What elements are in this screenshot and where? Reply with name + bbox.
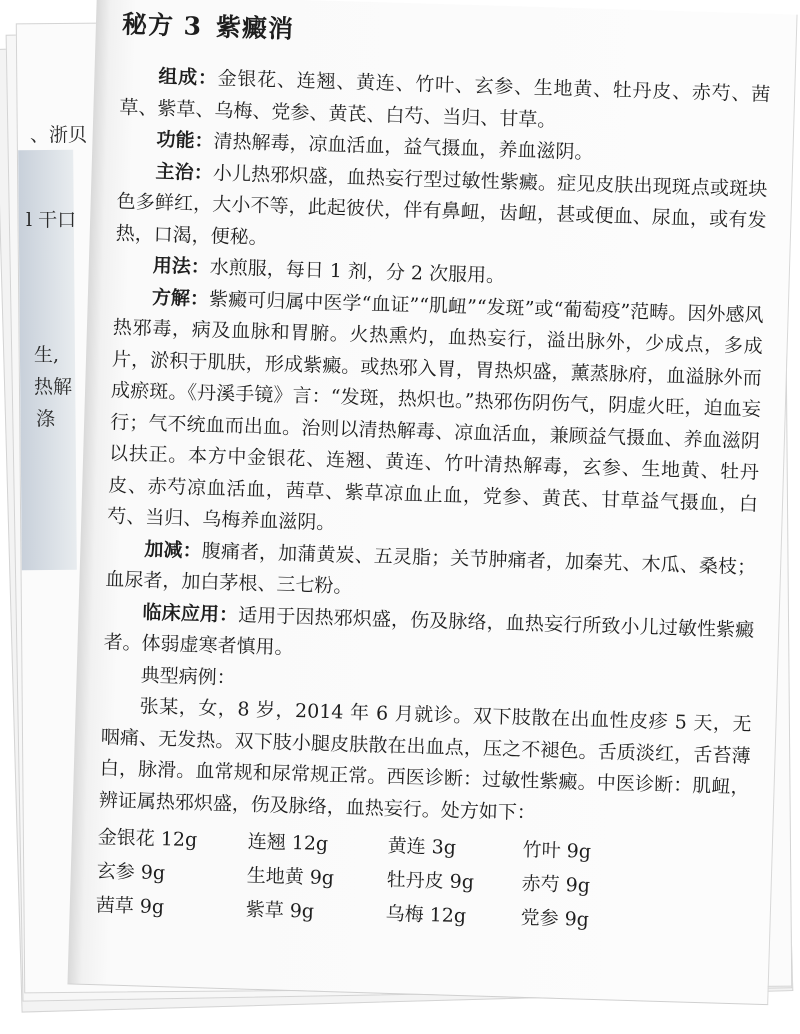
adjacent-page-text: 热解 <box>34 376 73 398</box>
prescription-item: 牡丹皮 9g <box>386 868 475 894</box>
prescription-item: 乌梅 12g <box>385 902 467 928</box>
recipe-number: 秘方 3 <box>121 9 203 41</box>
prescription-item: 连翘 12g <box>247 830 329 856</box>
prescription-list <box>95 816 748 955</box>
usage-label: 用法： <box>152 254 211 279</box>
composition-label: 组成： <box>158 65 219 90</box>
adjacent-page-text: l 干口 <box>26 209 77 231</box>
prescription-item: 茜草 9g <box>95 894 165 919</box>
prescription-item: 紫草 9g <box>245 898 315 923</box>
modification-text: 腹痛者，加蒲黄炭、五灵脂；关节肿痛者，加秦艽、木瓜、桑枝；血尿者，加白茅根、三七粉。 <box>105 539 757 598</box>
function-label: 功能： <box>156 128 214 153</box>
prescription-item: 黄连 3g <box>387 834 457 859</box>
indication-label: 主治： <box>155 160 214 184</box>
usage-text: 水煎服，每日 1 剂，分 2 次服用。 <box>209 256 506 288</box>
clinical-text: 适用于因热邪炽盛，伤及脉络，血热妄行所致小儿过敏性紫癜者。体弱虚寒者慎用。 <box>103 603 755 659</box>
composition-text: 金银花、连翘、黄连、竹叶、玄参、生地黄、牡丹皮、赤芍、茜草、紫草、乌梅、党参、黄芪、白芍、当归、甘草。 <box>119 67 771 132</box>
recipe-title <box>121 5 772 60</box>
case-heading: 典型病例： <box>140 663 236 689</box>
prescription-item: 金银花 12g <box>97 826 198 852</box>
prescription-item: 玄参 9g <box>96 860 166 885</box>
adjacent-page-text: 、浙贝 <box>30 124 88 146</box>
prescription-item: 生地黄 9g <box>246 864 335 890</box>
analysis-paragraph <box>107 281 764 552</box>
adjacent-page-text: 涤 <box>36 408 56 430</box>
prescription-item: 竹叶 9g <box>522 838 592 863</box>
function-text: 清热解毒，凉血活血，益气摄血，养血滋阴。 <box>213 130 594 164</box>
adjacent-page-text: 生, <box>34 344 60 366</box>
modification-label: 加减： <box>144 537 203 562</box>
page-content <box>95 5 772 956</box>
recipe-name: 紫癜消 <box>215 12 295 44</box>
analysis-text: 紫癜可归属中医学“血证”“肌衄”“发斑”或“葡萄疫”范畴。因外感风热邪毒，病及血脉和胃腑。火热熏灼，血热妄行，溢出脉外，少成点，多成片，淤积于肌肤，形成紫癜。或热邪入胃，胃热炽盛，薰蒸脉府，血溢脉外而成瘀斑。《丹溪手镜》言：“发斑，热炽也。”热邪伤阴伤气，阴虚火旺，迫血妄行；气不统血而出血。治则以清热解毒、凉血活血，兼顾益气摄血、养血滋阴以扶正。本方中金银花、连翘、黄连、竹叶清热解毒，玄参、生地黄、牡丹皮、赤芍凉血活血，茜草、紫草凉血止血，党参、黄芪、甘草益气摄血，白芍、当归、乌梅养血滋阴。 <box>107 287 764 535</box>
book-page <box>67 0 797 1005</box>
prescription-item: 赤芍 9g <box>521 872 591 897</box>
clinical-label: 临床应用： <box>142 600 239 626</box>
analysis-label: 方解： <box>151 286 210 310</box>
prescription-item: 党参 9g <box>520 906 590 931</box>
indication-text: 小儿热邪炽盛，血热妄行型过敏性紫癜。症见皮肤出现斑点或斑块色多鲜红，大小不等，此起彼伏，伴有鼻衄，齿衄，甚或便血、尿血，或有发热，口渴，便秘。 <box>115 161 768 249</box>
case-paragraph: 张某，女，8 岁，2014 年 6 月就诊。双下肢散在出血性皮疹 5 天，无咽痛、无发热。双下肢小腿皮肤散在出血点，压之不褪色。舌质淡红，舌苔薄白，脉滑。血常规和尿常规正常。西医诊断：过敏性紫癜。中医诊断：肌衄，辨证属热邪炽盛，伤及脉络，血热妄行。处方如下： <box>98 695 752 824</box>
